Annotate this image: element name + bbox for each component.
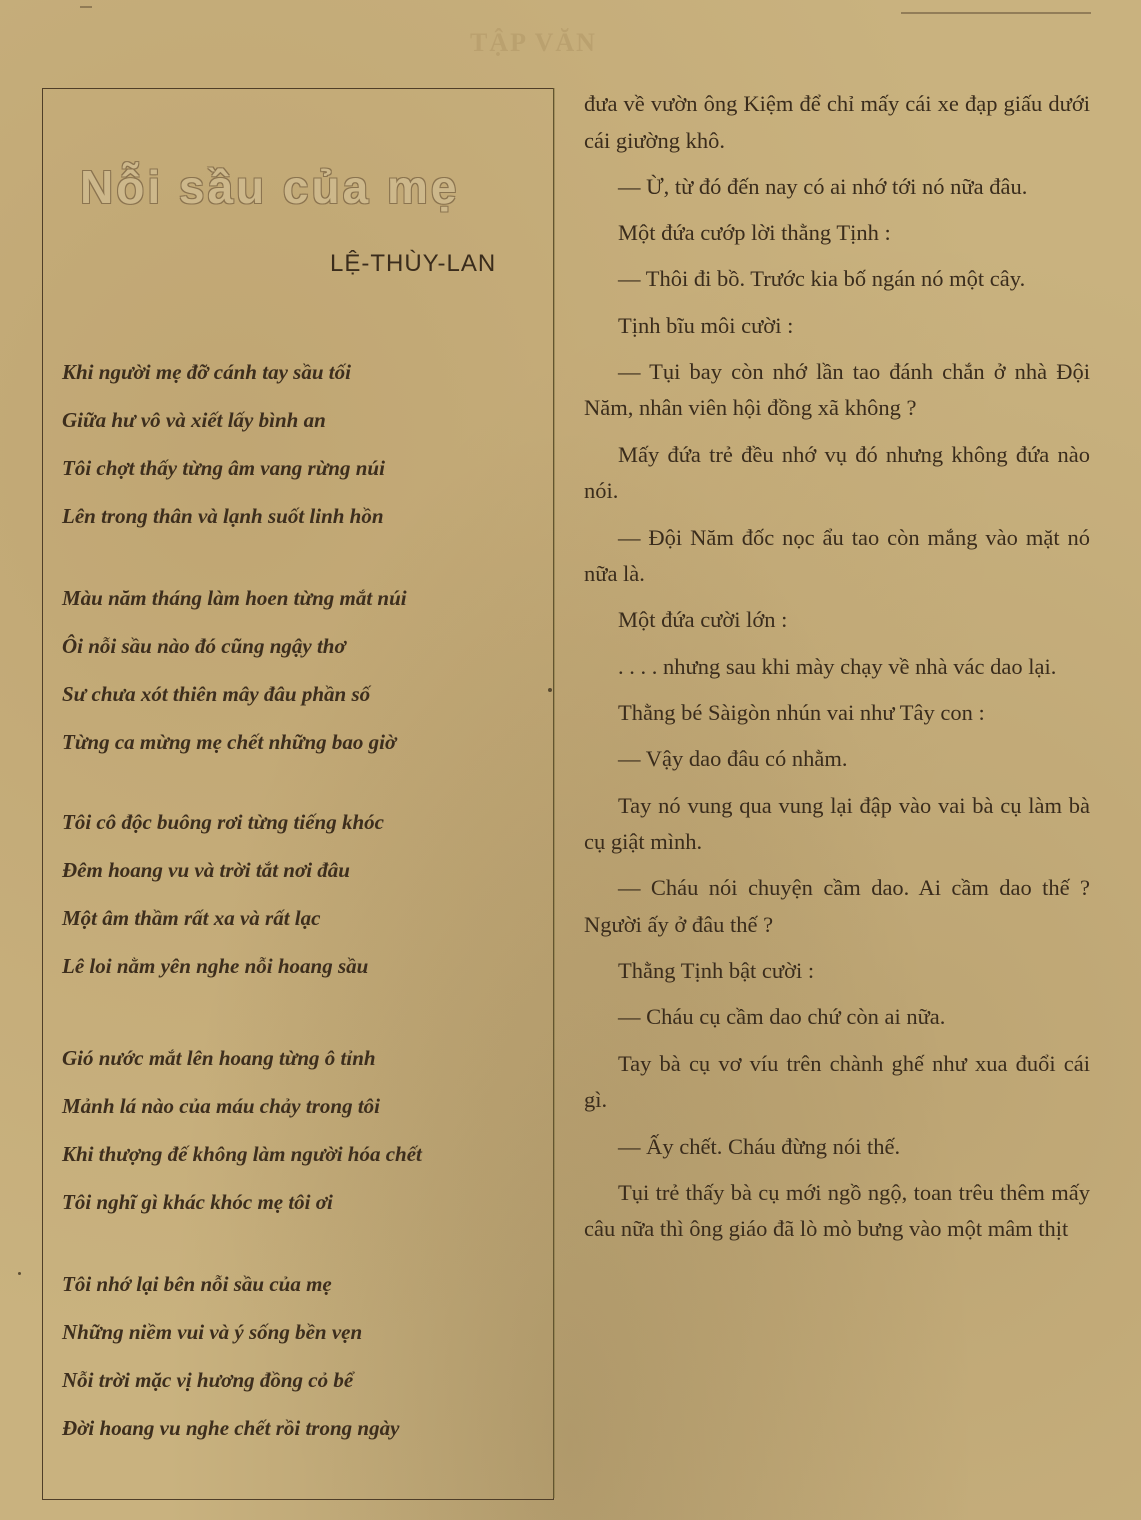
- verse-line: Đời hoang vu nghe chết rồi trong ngày: [62, 1416, 400, 1440]
- prose-paragraph: — Cháu nói chuyện cầm dao. Ai cầm dao thế ? Người ấy ở đâu thế ?: [584, 875, 1090, 937]
- prose-paragraph: đưa về vườn ông Kiệm để chỉ mấy cái xe đạp giấu dưới cái giường khô.: [584, 91, 1090, 153]
- ink-speck: [548, 688, 552, 692]
- verse-line: Giữa hư vô và xiết lấy bình an: [62, 408, 326, 432]
- poem-stanza-5: [62, 1260, 532, 1452]
- verse-line: Đêm hoang vu và trời tắt nơi đâu: [62, 858, 350, 882]
- section-title: TẬP VĂN: [470, 28, 597, 57]
- verse-line: Tôi cô độc buông rơi từng tiếng khóc: [62, 810, 384, 834]
- top-rule: [901, 12, 1091, 14]
- verse-line: Mảnh lá nào của máu chảy trong tôi: [62, 1094, 380, 1118]
- verse-line: Khi người mẹ đỡ cánh tay sầu tối: [62, 360, 351, 384]
- verse-line: Khi thượng đế không làm người hóa chết: [62, 1142, 422, 1166]
- poem-stanza-4: [62, 1034, 532, 1226]
- poem-stanza-2: [62, 574, 532, 766]
- column-divider: [553, 88, 555, 1498]
- prose-paragraph: Tay nó vung qua vung lại đập vào vai bà cụ làm bà cụ giật mình.: [584, 792, 1090, 855]
- page-header: [470, 28, 670, 64]
- prose-paragraph: Một đứa cướp lời thằng Tịnh :: [618, 220, 891, 246]
- prose-paragraph: . . . . nhưng sau khi mày chạy về nhà vác dao lại.: [618, 653, 1057, 679]
- prose-paragraph: Tụi trẻ thấy bà cụ mới ngồ ngộ, toan trêu thêm mấy câu nữa thì ông giáo đã lò mò bưng vào một mâm thịt: [584, 1179, 1090, 1242]
- verse-line: Ôi nỗi sầu nào đó cũng ngậy thơ: [62, 634, 346, 658]
- prose-paragraph: Thằng Tịnh bật cười :: [618, 958, 815, 984]
- prose-paragraph: — Ừ, từ đó đến nay có ai nhớ tới nó nữa đâu.: [618, 173, 1028, 199]
- prose-paragraph: — Đội Năm đốc nọc ẩu tao còn mắng vào mặt nó nữa là.: [584, 524, 1090, 587]
- prose-paragraph: Tịnh bĩu môi cười :: [618, 312, 794, 338]
- poem-stanza-3: [62, 798, 532, 990]
- poem-title: Nỗi sầu của mẹ: [80, 161, 460, 213]
- verse-line: Tôi nghĩ gì khác khóc mẹ tôi ơi: [62, 1190, 333, 1214]
- prose-paragraph: Tay bà cụ vơ víu trên chành ghế như xua đuổi cái gì.: [584, 1050, 1090, 1113]
- verse-line: Lên trong thân và lạnh suốt linh hồn: [62, 504, 384, 528]
- verse-line: Những niềm vui và ý sống bền vẹn: [62, 1320, 363, 1344]
- prose-paragraph: — Vậy dao đâu có nhằm.: [618, 746, 848, 772]
- verse-line: Từng ca mừng mẹ chết những bao giờ: [62, 730, 397, 754]
- prose-paragraph: — Thôi đi bồ. Trước kia bố ngán nó một cây.: [618, 266, 1026, 292]
- prose-paragraph: Một đứa cười lớn :: [618, 607, 788, 633]
- prose-paragraph: — Tụi bay còn nhớ lần tao đánh chắn ở nhà Đội Năm, nhân viên hội đồng xã không ?: [584, 358, 1090, 421]
- ink-speck: [18, 1272, 21, 1275]
- verse-line: Sư chưa xót thiên mây đâu phần số: [62, 682, 371, 706]
- verse-line: Tôi chợt thấy từng âm vang rừng núi: [62, 456, 385, 480]
- print-mark: [80, 6, 92, 8]
- verse-line: Màu năm tháng làm hoen từng mắt núi: [62, 586, 407, 610]
- prose-column: [584, 86, 1090, 1258]
- prose-paragraph: — Cháu cụ cầm dao chứ còn ai nữa.: [618, 1004, 946, 1030]
- verse-line: Tôi nhớ lại bên nỗi sầu của mẹ: [62, 1272, 332, 1296]
- verse-line: Nỗi trời mặc vị hương đồng cỏ bể: [62, 1368, 354, 1392]
- prose-paragraph: — Ấy chết. Cháu đừng nói thế.: [618, 1133, 901, 1159]
- verse-line: Một âm thầm rất xa và rất lạc: [62, 906, 321, 930]
- poem-stanza-1: [62, 348, 532, 540]
- verse-line: Gió nước mắt lên hoang từng ô tỉnh: [62, 1046, 376, 1070]
- poem-author: LỆ-THÙY-LAN: [330, 250, 497, 277]
- verse-line: Lê loi nằm yên nghe nỗi hoang sầu: [62, 954, 369, 978]
- prose-paragraph: Mấy đứa trẻ đều nhớ vụ đó nhưng không đứa nào nói.: [584, 441, 1090, 504]
- prose-paragraph: Thằng bé Sàigòn nhún vai như Tây con :: [618, 699, 985, 725]
